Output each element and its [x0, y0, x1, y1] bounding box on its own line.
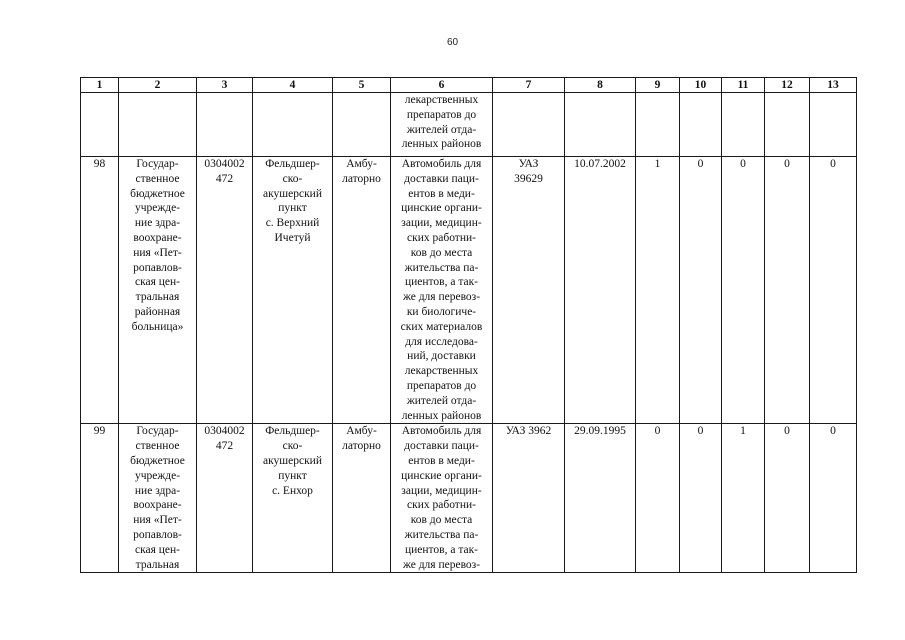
column-header: 5	[333, 78, 391, 93]
cell-care-type	[333, 93, 391, 157]
cell-date: 10.07.2002	[565, 157, 636, 424]
table-row	[81, 424, 857, 573]
cell-col9: 0	[636, 424, 680, 573]
header-row	[81, 78, 857, 93]
cell-col12: 0	[765, 424, 810, 573]
column-header: 8	[565, 78, 636, 93]
cell-org: Государ- ственное бюджетное учрежде- ние здра- воохране- ния «Пет- ропавлов- ская цен- тральная	[119, 424, 197, 573]
column-header: 9	[636, 78, 680, 93]
cell-org	[119, 93, 197, 157]
cell-col9: 1	[636, 157, 680, 424]
cell-date	[565, 93, 636, 157]
cell-vehicle: УАЗ 39629	[493, 157, 565, 424]
cell-col11	[722, 93, 765, 157]
data-table	[80, 77, 857, 573]
cell-col10: 0	[680, 157, 722, 424]
cell-care-type: Амбу- латорно	[333, 424, 391, 573]
cell-col10	[680, 93, 722, 157]
cell-col12: 0	[765, 157, 810, 424]
cell-col11: 0	[722, 157, 765, 424]
column-header: 10	[680, 78, 722, 93]
column-header: 2	[119, 78, 197, 93]
cell-unit: Фельдшер- ско- акушерский пункт с. Верхний Ичетуй	[253, 157, 333, 424]
cell-purpose: Автомобиль для доставки паци- ентов в меди- цинские органи- зации, медицин- ских работни- ков до места жительства па- циентов, а так- же для перевоз- ки биологиче- ских материалов для исследова- ний, доставки лекарственных препаратов до жителей отда- ленных районов	[391, 157, 493, 424]
cell-col12	[765, 93, 810, 157]
column-header: 12	[765, 78, 810, 93]
column-header: 6	[391, 78, 493, 93]
table-row-continuation	[81, 93, 857, 157]
cell-vehicle: УАЗ 3962	[493, 424, 565, 573]
column-header: 3	[197, 78, 253, 93]
cell-col10: 0	[680, 424, 722, 573]
table-row	[81, 157, 857, 424]
cell-col13: 0	[810, 157, 857, 424]
cell-unit	[253, 93, 333, 157]
column-header: 1	[81, 78, 119, 93]
column-header: 13	[810, 78, 857, 93]
cell-col13: 0	[810, 424, 857, 573]
cell-purpose: лекарственных препаратов до жителей отда- ленных районов	[391, 93, 493, 157]
page-number: 60	[446, 37, 459, 48]
cell-num: 99	[81, 424, 119, 573]
cell-num: 98	[81, 157, 119, 424]
column-header: 11	[722, 78, 765, 93]
cell-col11: 1	[722, 424, 765, 573]
cell-code: 0304002 472	[197, 157, 253, 424]
cell-code	[197, 93, 253, 157]
cell-purpose: Автомобиль для доставки паци- ентов в меди- цинские органи- зации, медицин- ских работни- ков до места жительства па- циентов, а так- же для перевоз-	[391, 424, 493, 573]
cell-org: Государ- ственное бюджетное учрежде- ние здра- воохране- ния «Пет- ропавлов- ская цен- тральная районная больница»	[119, 157, 197, 424]
cell-unit: Фельдшер- ско- акушерский пункт с. Енхор	[253, 424, 333, 573]
cell-date: 29.09.1995	[565, 424, 636, 573]
cell-num	[81, 93, 119, 157]
column-header: 4	[253, 78, 333, 93]
cell-vehicle	[493, 93, 565, 157]
cell-col9	[636, 93, 680, 157]
cell-code: 0304002 472	[197, 424, 253, 573]
cell-care-type: Амбу- латорно	[333, 157, 391, 424]
cell-col13	[810, 93, 857, 157]
column-header: 7	[493, 78, 565, 93]
